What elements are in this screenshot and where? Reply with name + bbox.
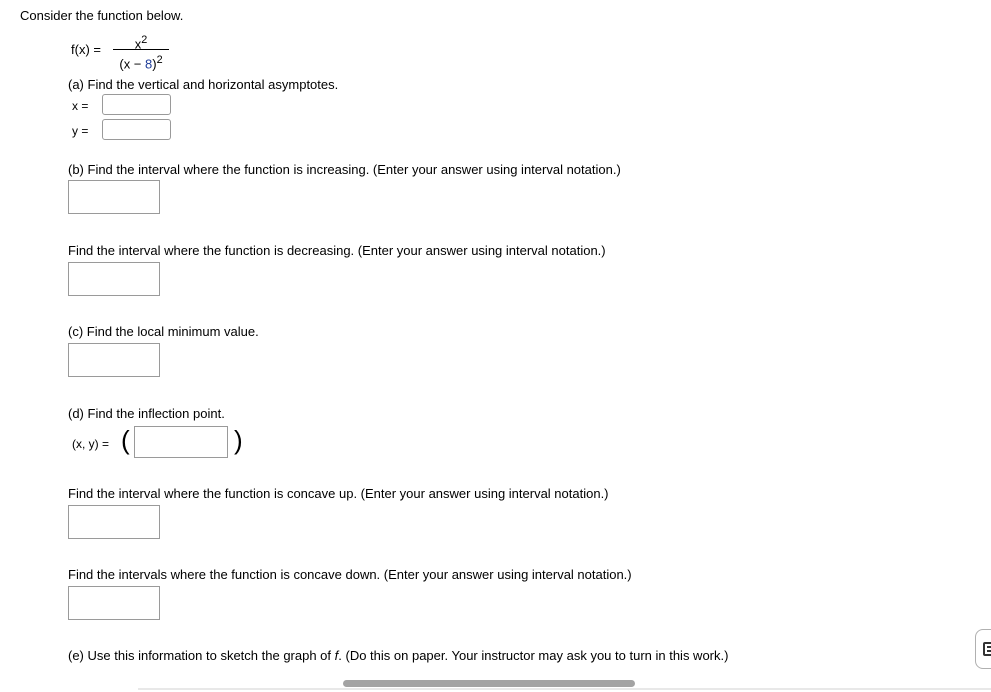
- denominator-exponent: 2: [156, 54, 163, 66]
- horizontal-scrollbar-track[interactable]: [138, 688, 991, 690]
- denominator-constant: 8: [145, 56, 153, 72]
- function-name: f: [334, 648, 339, 663]
- inflection-point-input[interactable]: [134, 426, 228, 458]
- function-fraction: [113, 32, 169, 72]
- inflection-point-label: (x, y) =: [72, 437, 110, 451]
- intro-text: Consider the function below.: [20, 8, 184, 23]
- concave-down-prompt: Find the intervals where the function is concave down. (Enter your answer using interval notation.): [68, 567, 632, 582]
- part-d-prompt: (d) Find the inflection point.: [68, 406, 225, 421]
- part-b-decreasing-prompt: Find the interval where the function is decreasing. (Enter your answer using interval notation.): [68, 243, 606, 258]
- ebook-icon: [983, 642, 991, 656]
- concave-up-input[interactable]: [68, 505, 160, 539]
- y-asymptote-input[interactable]: [102, 119, 171, 140]
- denominator: $(x - 8)^2$: [119, 54, 163, 72]
- function-definition: [71, 32, 211, 70]
- concave-down-input[interactable]: [68, 586, 160, 620]
- close-paren: ): [234, 425, 243, 455]
- numerator-exponent: 2: [141, 34, 148, 46]
- x-asymptote-input[interactable]: [102, 94, 171, 115]
- decreasing-interval-input[interactable]: [68, 262, 160, 296]
- numerator: $x^2$: [134, 34, 148, 52]
- y-asymptote-label: y =: [72, 124, 89, 138]
- open-paren: (: [121, 425, 130, 455]
- x-asymptote-label: x =: [72, 99, 89, 113]
- part-e-prompt: (e) Use this information to sketch the graph of f. (Do this on paper. Your instructor may ask you to turn in this work.): [68, 648, 729, 663]
- part-a-prompt: (a) Find the vertical and horizontal asymptotes.: [68, 77, 339, 92]
- function-lhs: f(x) =: [71, 42, 101, 57]
- horizontal-scrollbar-thumb[interactable]: [343, 680, 635, 687]
- ebook-button[interactable]: [975, 629, 991, 669]
- part-b-increasing-prompt: (b) Find the interval where the function is increasing. (Enter your answer using interval notation.): [68, 162, 621, 177]
- local-minimum-input[interactable]: [68, 343, 160, 377]
- part-c-prompt: (c) Find the local minimum value.: [68, 324, 259, 339]
- concave-up-prompt: Find the interval where the function is concave up. (Enter your answer using interval notation.): [68, 486, 609, 501]
- increasing-interval-input[interactable]: [68, 180, 160, 214]
